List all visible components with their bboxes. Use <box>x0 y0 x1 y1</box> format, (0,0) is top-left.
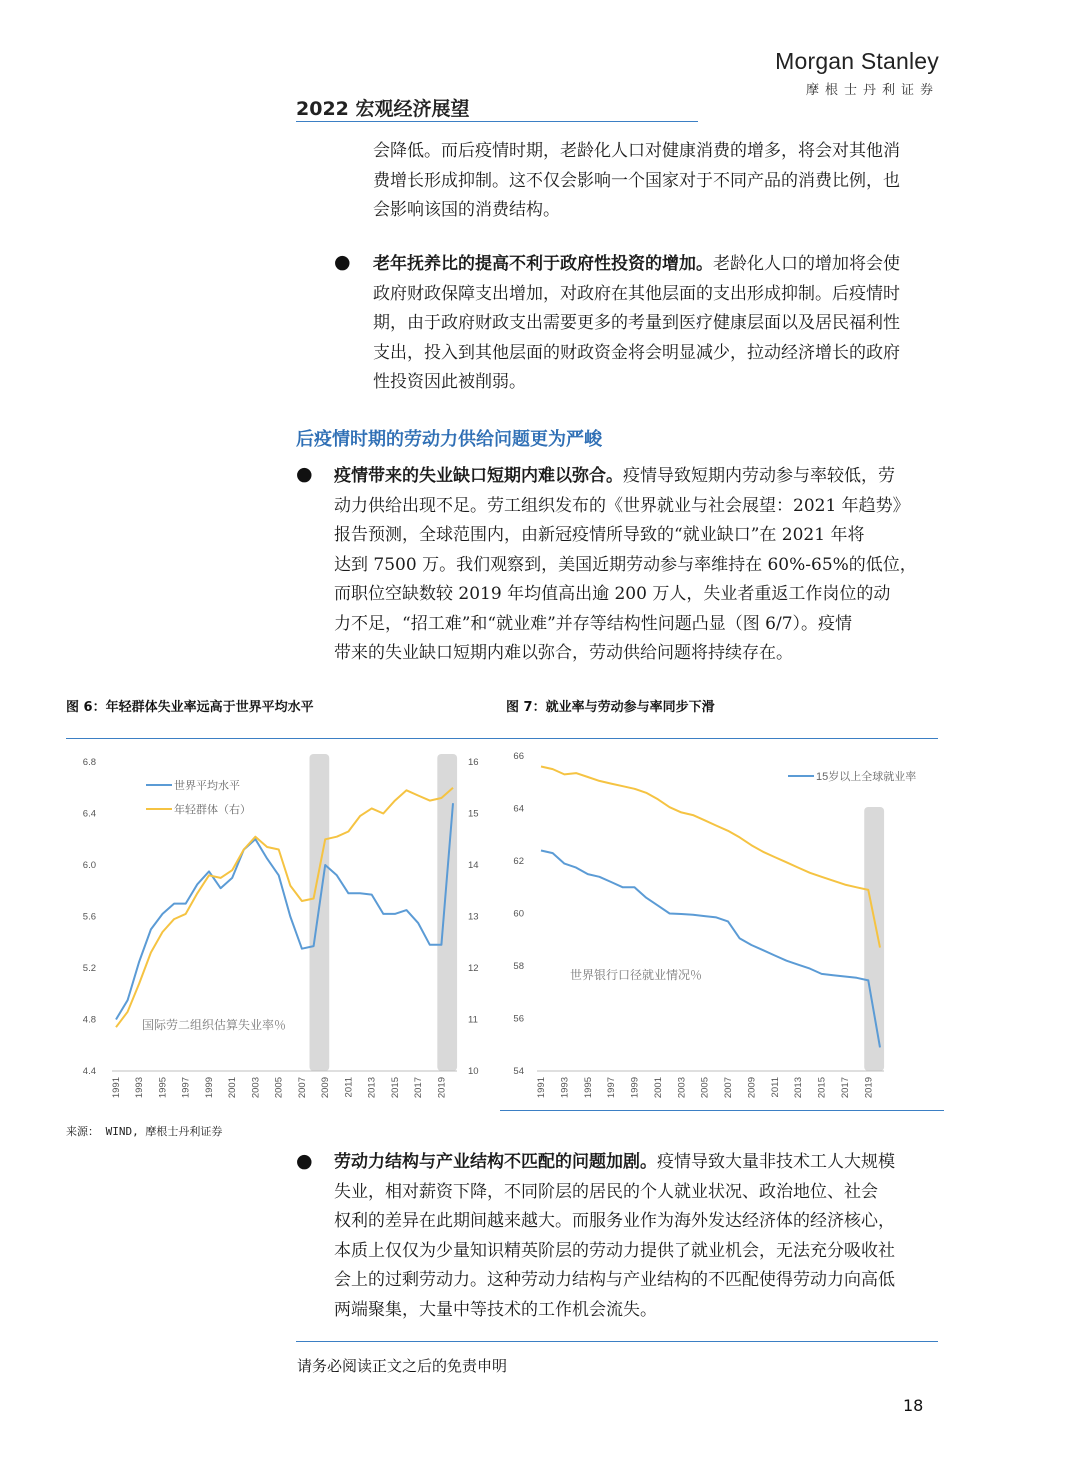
document-title: 2022 宏观经济展望 <box>296 98 470 120</box>
y-tick-label: 6.4 <box>82 808 96 820</box>
brand-block <box>775 48 939 98</box>
paragraph-continuation <box>373 137 939 226</box>
bullet-dot-icon: ● <box>296 1150 313 1172</box>
bullet-lead: 疫情带来的失业缺口短期内难以弥合。 <box>334 466 623 486</box>
x-tick-label: 2003 <box>250 1077 262 1099</box>
x-tick-label: 2015 <box>816 1077 828 1099</box>
x-tick-label: 1995 <box>157 1077 169 1099</box>
x-tick-label: 2015 <box>389 1077 401 1099</box>
footer-divider <box>296 1341 938 1342</box>
y2-tick-label: 15 <box>468 808 479 820</box>
shaded-period-1 <box>437 754 457 1071</box>
bullet-lead: 老年抚养比的提高不利于政府性投资的增加。 <box>373 254 713 274</box>
chart-annotation: 世界银行口径就业情况％ <box>570 968 703 982</box>
y-tick-label: 54 <box>513 1066 524 1077</box>
y2-tick-label: 16 <box>468 757 479 768</box>
text-line: 本质上仅仅为少量知识精英阶层的劳动力提供了就业机会，无法充分吸收社 <box>334 1240 895 1261</box>
x-tick-label: 2019 <box>436 1077 448 1099</box>
series-line-0 <box>116 803 453 1019</box>
y2-tick-label: 10 <box>468 1066 479 1077</box>
text-line: 会影响该国的消费结构。 <box>373 200 560 220</box>
text-line: 支出，投入到其他层面的财政资金将会明显减少，拉动经济增长的政府 <box>373 342 900 363</box>
x-tick-label: 2001 <box>227 1077 239 1099</box>
text-line: 费增长形成抑制。这不仅会影响一个国家对于不同产品的消费比例，也 <box>373 170 900 191</box>
text-line: 动力供给出现不足。劳工组织发布的《世界就业与社会展望：2021 年趋势》 <box>334 495 910 516</box>
x-tick-label: 1991 <box>111 1077 122 1099</box>
x-tick-label: 2011 <box>769 1077 781 1098</box>
text-line: 会上的过剩劳动力。这种劳动力结构与产业结构的不匹配使得劳动力向高低 <box>334 1270 895 1290</box>
bullet-lead: 劳动力结构与产业结构不匹配的问题加剧。 <box>334 1152 657 1172</box>
text-line: 而职位空缺数较 2019 年均值高出逾 200 万人，失业者重返工作岗位的动 <box>334 584 891 604</box>
text-line: 老年抚养比的提高不利于政府性投资的增加。老龄化人口的增加将会使 <box>373 254 900 274</box>
figure-6-caption: 图 6：年轻群体失业率远高于世界平均水平 <box>66 700 314 715</box>
x-tick-label: 2019 <box>863 1077 875 1099</box>
x-tick-label: 2009 <box>746 1077 758 1099</box>
bullet-paragraph-structure-mismatch <box>334 1148 938 1325</box>
text-line: 带来的失业缺口短期内难以弥合，劳动供给问题将持续存在。 <box>334 643 793 663</box>
bullet-dot-icon: ● <box>334 251 351 273</box>
y-tick-label: 62 <box>513 856 524 867</box>
text-line: 劳动力结构与产业结构不匹配的问题加剧。疫情导致大量非技术工人大规模 <box>334 1152 895 1172</box>
text-line: 会降低。而后疫情时期，老龄化人口对健康消费的增多，将会对其他消 <box>373 141 900 161</box>
x-tick-label: 2011 <box>343 1077 355 1098</box>
y-tick-label: 66 <box>513 751 524 762</box>
page-number: 18 <box>903 1396 924 1415</box>
legend-label-employment: 15岁以上全球就业率 <box>816 771 917 783</box>
bullet-paragraph-employment-gap <box>334 462 938 669</box>
x-tick-label: 2009 <box>320 1077 332 1099</box>
x-tick-label: 2017 <box>839 1077 851 1099</box>
text-line: 失业，相对薪资下降，不同阶层的居民的个人就业状况、政治地位、社会 <box>334 1181 878 1202</box>
x-tick-label: 2003 <box>676 1077 688 1099</box>
y2-tick-label: 11 <box>468 1014 478 1026</box>
series-line-1 <box>116 788 453 1027</box>
x-tick-label: 1991 <box>536 1077 547 1099</box>
figure-6-chart <box>66 742 490 1108</box>
figure-7-chart <box>500 742 940 1108</box>
x-tick-label: 2007 <box>723 1077 735 1099</box>
y-tick-label: 4.8 <box>82 1014 96 1026</box>
brand-name-cn: 摩根士丹利证券 <box>805 83 939 98</box>
x-tick-label: 2005 <box>273 1077 285 1099</box>
text-line: 政府财政保障支出增加，对政府在其他层面的支出形成抑制。后疫情时 <box>373 283 900 304</box>
y-tick-label: 6.0 <box>82 860 96 871</box>
y-tick-label: 58 <box>513 961 524 972</box>
brand-name-en: Morgan Stanley <box>775 48 939 74</box>
text-line: 报告预测，全球范围内，由新冠疫情所导致的“就业缺口”在 2021 年将 <box>334 525 865 545</box>
header-divider <box>296 121 698 122</box>
series-line-1 <box>541 767 880 948</box>
y-tick-label: 64 <box>513 803 524 815</box>
x-tick-label: 2007 <box>296 1077 308 1099</box>
text-line: 疫情带来的失业缺口短期内难以弥合。疫情导致短期内劳动参与率较低，劳 <box>334 466 895 486</box>
x-tick-label: 2013 <box>366 1077 378 1099</box>
chart-annotation: 国际劳二组织估算失业率％ <box>142 1018 287 1032</box>
x-tick-label: 1993 <box>134 1077 146 1099</box>
y2-tick-label: 12 <box>468 963 479 974</box>
text-line: 期，由于政府财政支出需要更多的考量到医疗健康层面以及居民福利性 <box>373 313 900 333</box>
x-tick-label: 1999 <box>629 1077 641 1099</box>
bullet-dot-icon: ● <box>296 463 313 485</box>
x-tick-label: 2013 <box>793 1077 805 1099</box>
figure-7-caption: 图 7：就业率与劳动参与率同步下滑 <box>506 700 715 715</box>
x-tick-label: 2001 <box>652 1077 664 1099</box>
x-tick-label: 2017 <box>413 1077 425 1099</box>
text-line: 权利的差异在此期间越来越大。而服务业作为海外发达经济体的经济核心， <box>334 1211 895 1231</box>
x-tick-label: 1997 <box>606 1077 618 1099</box>
y2-tick-label: 14 <box>468 860 479 871</box>
x-tick-label: 1993 <box>559 1077 571 1099</box>
text-line: 力不足，“招工难”和“就业难”并存等结构性问题凸显（图 6/7）。疫情 <box>334 613 853 634</box>
legend-label-youth: 年轻群体（右） <box>174 804 251 816</box>
section-heading: 后疫情时期的劳动力供给问题更为严峻 <box>296 429 602 450</box>
figure-top-divider <box>66 738 938 739</box>
y-tick-label: 5.2 <box>82 963 96 974</box>
y-tick-label: 60 <box>513 908 524 920</box>
y-tick-label: 4.4 <box>82 1066 96 1077</box>
y2-tick-label: 13 <box>468 911 479 923</box>
y-tick-label: 6.8 <box>82 757 96 768</box>
text-line: 性投资因此被削弱。 <box>373 372 526 392</box>
text-line: 两端聚集，大量中等技术的工作机会流失。 <box>334 1299 657 1320</box>
y-tick-label: 5.6 <box>82 911 96 923</box>
source-note: 来源： WIND, 摩根士丹利证券 <box>66 1125 223 1138</box>
x-tick-label: 1999 <box>203 1077 215 1099</box>
text-line: 达到 7500 万。我们观察到，美国近期劳动参与率维持在 60%-65%的低位， <box>334 554 917 575</box>
x-tick-label: 1997 <box>180 1077 192 1099</box>
figure-bottom-divider <box>500 1110 944 1111</box>
bullet-paragraph-dependency <box>373 250 939 398</box>
x-tick-label: 2005 <box>699 1077 711 1099</box>
shaded-period-0 <box>864 807 884 1071</box>
legend-label-world: 世界平均水平 <box>174 780 240 792</box>
x-tick-label: 1995 <box>582 1077 594 1099</box>
disclaimer-note: 请务必阅读正文之后的免责申明 <box>297 1357 508 1375</box>
y-tick-label: 56 <box>513 1013 524 1025</box>
